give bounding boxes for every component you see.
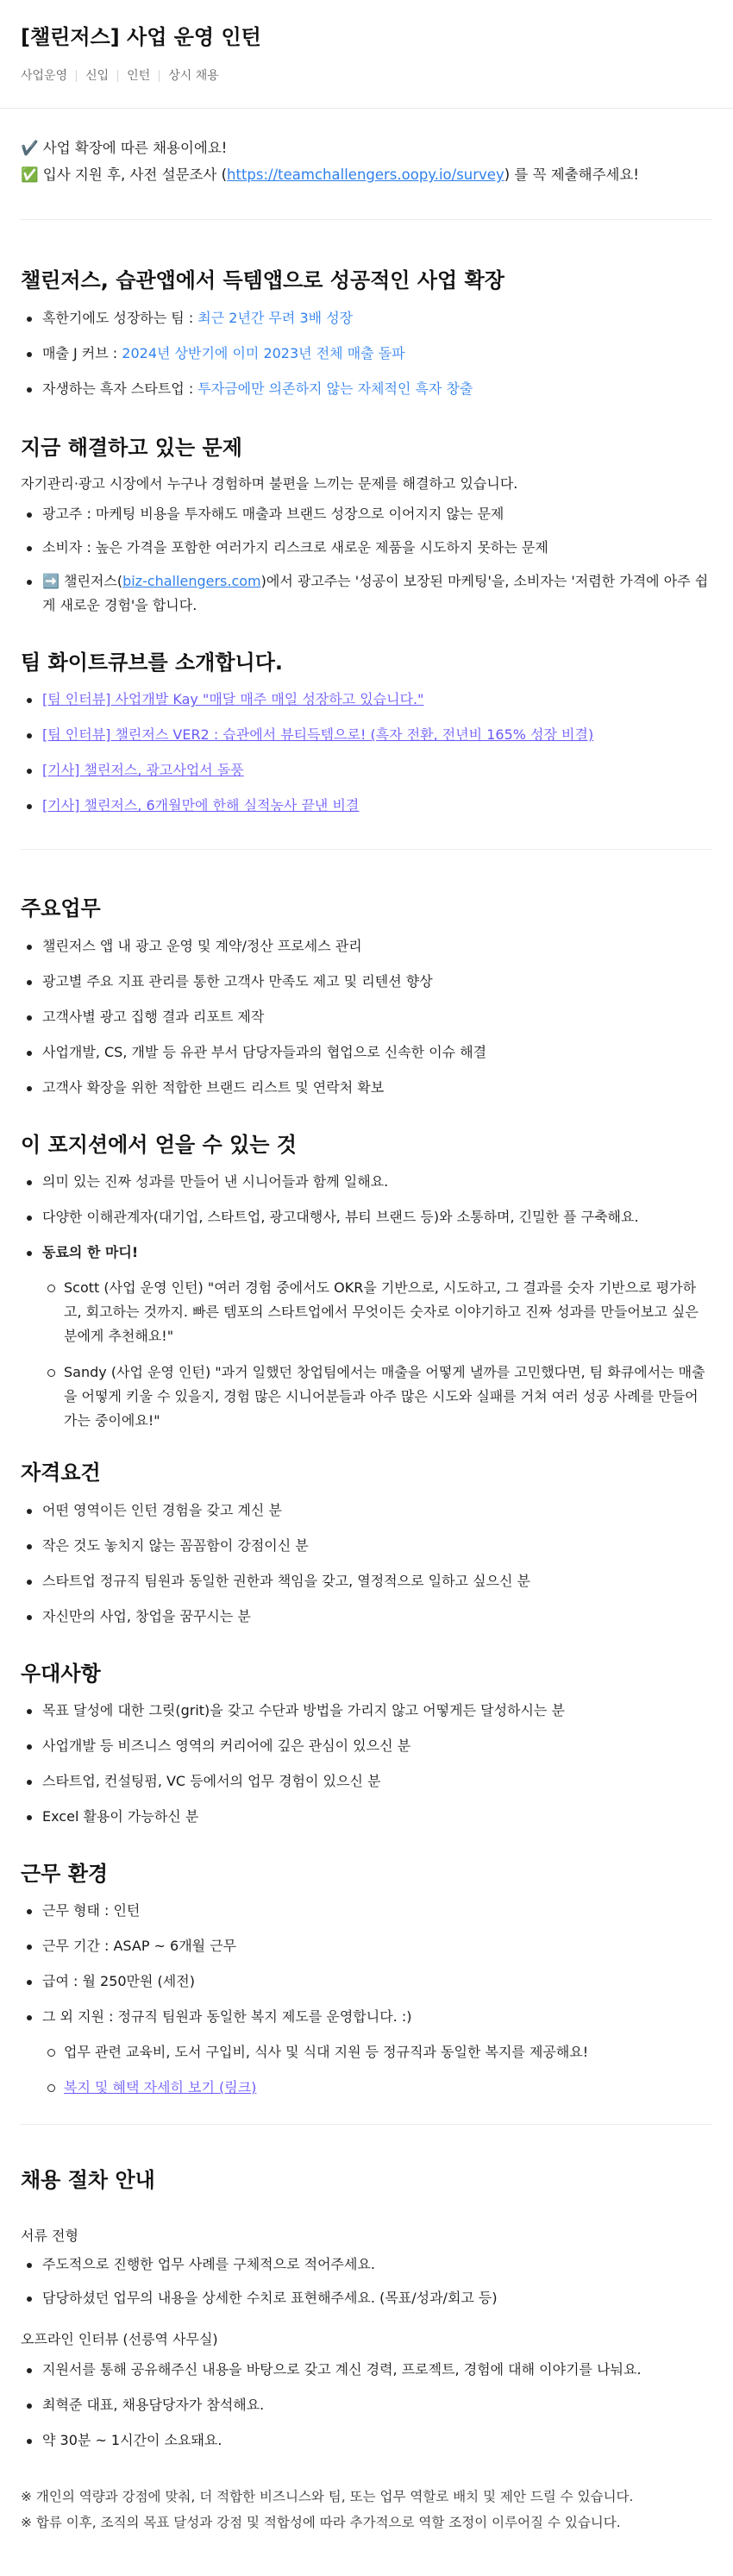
- other-support-text: 그 외 지원 : 정규직 팀원과 동일한 복지 제도를 운영합니다. :): [42, 2008, 412, 2026]
- colleague-quotes: [42, 1276, 712, 1433]
- qualifications-section: [21, 1459, 712, 1628]
- article-six-months-link[interactable]: [기사] 챌린저스, 6개월만에 한해 실적농사 끝낸 비결: [42, 797, 360, 814]
- interview-title: 오프라인 인터뷰 (선릉역 사무실): [21, 2330, 218, 2347]
- intro-section: [21, 109, 712, 220]
- list-item: 의미 있는 진짜 성과를 만들어 낸 시니어들과 함께 일해요.: [21, 1170, 712, 1194]
- quote-sandy: Sandy (사업 운영 인턴) "과거 일했던 창업팀에서는 매출을 어떻게 낼까를 고민했다면, 팀 화큐에서는 매출을 어떻게 키울 수 있을지, 경험 많은 시니어분들과 아주 많은 시도와 실패를 거쳐 여러 성공 사례를 만들어 가는 중이에요!": [42, 1360, 712, 1433]
- page-title: [챌린저스] 사업 운영 인턴: [21, 25, 261, 49]
- team-heading: 팀 화이트큐브를 소개합니다.: [21, 650, 284, 675]
- list-item: 광고별 주요 지표 관리를 통한 고객사 만족도 제고 및 리텐션 향상: [21, 970, 712, 994]
- gain-list: [21, 1170, 712, 1433]
- arrow-prefix: ➡️ 챌린저스(: [42, 572, 123, 589]
- list-item: 스타트업 정규직 팀원과 동일한 권한과 책임을 갖고, 열정적으로 일하고 싶으신 분: [21, 1569, 712, 1593]
- list-item: [21, 723, 712, 747]
- intro-line-2: [21, 161, 712, 188]
- duties-heading: 주요업무: [21, 896, 101, 921]
- list-item: 주도적으로 진행한 업무 사례를 구체적으로 적어주세요.: [21, 2252, 712, 2277]
- benefits-detail: 업무 관련 교육비, 도서 구입비, 식사 및 식대 지원 등 정규직과 동일한 복지를 제공해요!: [42, 2040, 712, 2064]
- list-item: 급여 : 월 250만원 (세전): [21, 1970, 712, 1994]
- duties-list: [21, 934, 712, 1100]
- growth-list: [21, 306, 712, 401]
- list-item: 스타트업, 컨설팅펌, VC 등에서의 업무 경험이 있으신 분: [21, 1769, 712, 1794]
- team-section: [21, 649, 712, 818]
- environment-heading: 근무 환경: [21, 1861, 109, 1886]
- team-links-list: [21, 688, 712, 818]
- list-item: [21, 1241, 712, 1433]
- list-item: 작은 것도 놓치지 않는 꼼꼼함이 강점이신 분: [21, 1534, 712, 1558]
- list-item: 약 30분 ~ 1시간이 소요돼요.: [21, 2428, 712, 2453]
- growth-heading: 챌린저스, 습관앱에서 득템앱으로 성공적인 사업 확장: [21, 268, 504, 293]
- list-item: 담당하셨던 업무의 내용을 상세한 수치로 표현해주세요. (목표/성과/회고 등): [21, 2286, 712, 2310]
- list-item: 광고주 : 마케팅 비용을 투자해도 매출과 브랜드 성장으로 이어지지 않는 문제: [21, 502, 712, 526]
- process-notes: [21, 2484, 712, 2535]
- interview-ver2-link[interactable]: [팀 인터뷰] 챌린저스 VER2 : 습관에서 뷰티득템으로! (흑자 전환, 전년비 165% 성장 비결): [42, 726, 594, 744]
- list-item: 지원서를 통해 공유해주신 내용을 바탕으로 갖고 계신 경력, 프로젝트, 경험에 대해 이야기를 나눠요.: [21, 2358, 712, 2382]
- list-item: [21, 688, 712, 712]
- list-item: [21, 306, 712, 330]
- growth-item-label: 매출 J 커브 :: [42, 344, 122, 361]
- list-item: [21, 377, 712, 401]
- benefits-link[interactable]: 복지 및 혜택 자세히 보기 (링크): [64, 2079, 257, 2096]
- list-item: [21, 342, 712, 366]
- growth-item-label: 혹한기에도 성장하는 팀 :: [42, 309, 198, 326]
- environment-list: [21, 1899, 712, 2100]
- list-item: 고객사 확장을 위한 적합한 브랜드 리스트 및 연락처 확보: [21, 1076, 712, 1100]
- intro-line-2-prefix: ✅ 입사 지원 후, 사전 설문조사 (: [21, 166, 228, 184]
- list-item: Excel 활용이 가능하신 분: [21, 1805, 712, 1829]
- benefits-sublist: [42, 2040, 712, 2100]
- list-item: [21, 758, 712, 782]
- list-item: 최혁준 대표, 채용담당자가 참석해요.: [21, 2393, 712, 2417]
- preferred-heading: 우대사항: [21, 1661, 101, 1686]
- preferred-section: [21, 1660, 712, 1829]
- meta-employment-type: 인턴: [117, 70, 159, 82]
- list-item: 자신만의 사업, 창업을 꿈꾸시는 분: [21, 1605, 712, 1629]
- intro-line-1: ✔️ 사업 확장에 따른 채용이에요!: [21, 140, 228, 157]
- list-item: [21, 2005, 712, 2100]
- list-item: 소비자 : 높은 가격을 포함한 여러가지 리스크로 새로운 제품을 시도하지 못하는 문제: [21, 536, 712, 560]
- doc-screening-title: 서류 전형: [21, 2227, 78, 2244]
- note-role-adjustment: ※ 합류 이후, 조직의 목표 달성과 강점 및 적합성에 따라 추가적으로 역할 조정이 이루어질 수 있습니다.: [21, 2514, 621, 2530]
- qualifications-heading: 자격요건: [21, 1461, 101, 1486]
- section-divider: [21, 2124, 712, 2125]
- note-placement: ※ 개인의 역량과 강점에 맞춰, 더 적합한 비즈니스와 팀, 또는 업무 역할로 배치 및 제안 드릴 수 있습니다.: [21, 2488, 634, 2504]
- list-item: 다양한 이해관계자(대기업, 스타트업, 광고대행사, 뷰티 브랜드 등)와 소통하며, 긴밀한 플 구축해요.: [21, 1205, 712, 1229]
- meta-hiring-status: 상시 채용: [159, 70, 228, 82]
- duties-section: [21, 895, 712, 1099]
- growth-item-highlight: 최근 2년간 무려 3배 성장: [197, 309, 354, 326]
- growth-item-highlight: 2024년 상반기에 이미 2023년 전체 매출 돌파: [122, 344, 405, 361]
- problem-heading: 지금 해결하고 있는 문제: [21, 435, 242, 460]
- environment-section: [21, 1860, 712, 2100]
- interview-kay-link[interactable]: [팀 인터뷰] 사업개발 Kay "매달 매주 매일 성장하고 있습니다.": [42, 691, 424, 708]
- list-item: [21, 794, 712, 818]
- meta-category: 사업운영: [21, 69, 68, 84]
- process-section: [21, 2166, 712, 2535]
- interview-list: [21, 2358, 712, 2453]
- preferred-list: [21, 1699, 712, 1829]
- problem-lead: 자기관리·광고 시장에서 누구나 경험하며 불편을 느끼는 문제를 해결하고 있습니다.: [21, 474, 518, 492]
- list-item: 근무 기간 : ASAP ~ 6개월 근무: [21, 1934, 712, 1958]
- growth-item-label: 자생하는 흑자 스타트업 :: [42, 380, 198, 397]
- colleague-title: 동료의 한 마디!: [42, 1244, 139, 1261]
- gain-heading: 이 포지션에서 얻을 수 있는 것: [21, 1132, 297, 1157]
- gain-section: [21, 1131, 712, 1433]
- intro-line-2-suffix: ) 를 꼭 제출해주세요!: [504, 166, 640, 184]
- problem-list: [21, 502, 712, 618]
- list-item: 사업개발, CS, 개발 등 유관 부서 담당자들과의 협업으로 신속한 이슈 해결: [21, 1040, 712, 1065]
- qualifications-list: [21, 1498, 712, 1629]
- problem-section: [21, 434, 712, 618]
- arrow-suffix: )에서 광고주는 '성공이 보장된 마케팅'을, 소비자는 '저렴한 가격에 아주 쉽게 새로운 경험'을 합니다.: [42, 572, 709, 613]
- list-item: 사업개발 등 비즈니스 영역의 커리어에 깊은 관심이 있으신 분: [21, 1734, 712, 1758]
- doc-screening-list: [21, 2252, 712, 2310]
- process-heading: 채용 절차 안내: [21, 2168, 155, 2193]
- list-item: 근무 형태 : 인턴: [21, 1899, 712, 1923]
- growth-item-highlight: 투자금에만 의존하지 않는 자체적인 흑자 창출: [197, 380, 473, 397]
- growth-section: [21, 267, 712, 400]
- article-ad-business-link[interactable]: [기사] 챌린저스, 광고사업서 돌풍: [42, 762, 244, 779]
- list-item: 고객사별 광고 집행 결과 리포트 제작: [21, 1005, 712, 1029]
- list-item: 챌린저스 앱 내 광고 운영 및 계약/정산 프로세스 관리: [21, 934, 712, 958]
- posting-meta-tags: [21, 70, 712, 82]
- list-item: 목표 달성에 대한 그릿(grit)을 갖고 수단과 방법을 가리지 않고 어떻게든 달성하시는 분: [21, 1699, 712, 1723]
- survey-link[interactable]: https://teamchallengers.oopy.io/survey: [227, 166, 504, 184]
- quote-scott: Scott (사업 운영 인턴) "여러 경험 중에서도 OKR을 기반으로, 시도하고, 그 결과를 숫자 기반으로 평가하고, 회고하는 것까지. 빠른 템포의 스타트업에서 무엇이든 숫자로 이야기하고 진짜 성과를 만들어보고 싶은 분에게 추천해요!": [42, 1276, 712, 1348]
- list-item: 어떤 영역이든 인턴 경험을 갖고 계신 분: [21, 1498, 712, 1523]
- meta-career-level: 신입: [76, 70, 117, 82]
- posting-header: [0, 0, 733, 109]
- section-divider: [21, 849, 712, 850]
- biz-challengers-link[interactable]: biz-challengers.com: [122, 572, 261, 589]
- list-item: [21, 569, 712, 618]
- list-item: [42, 2076, 712, 2100]
